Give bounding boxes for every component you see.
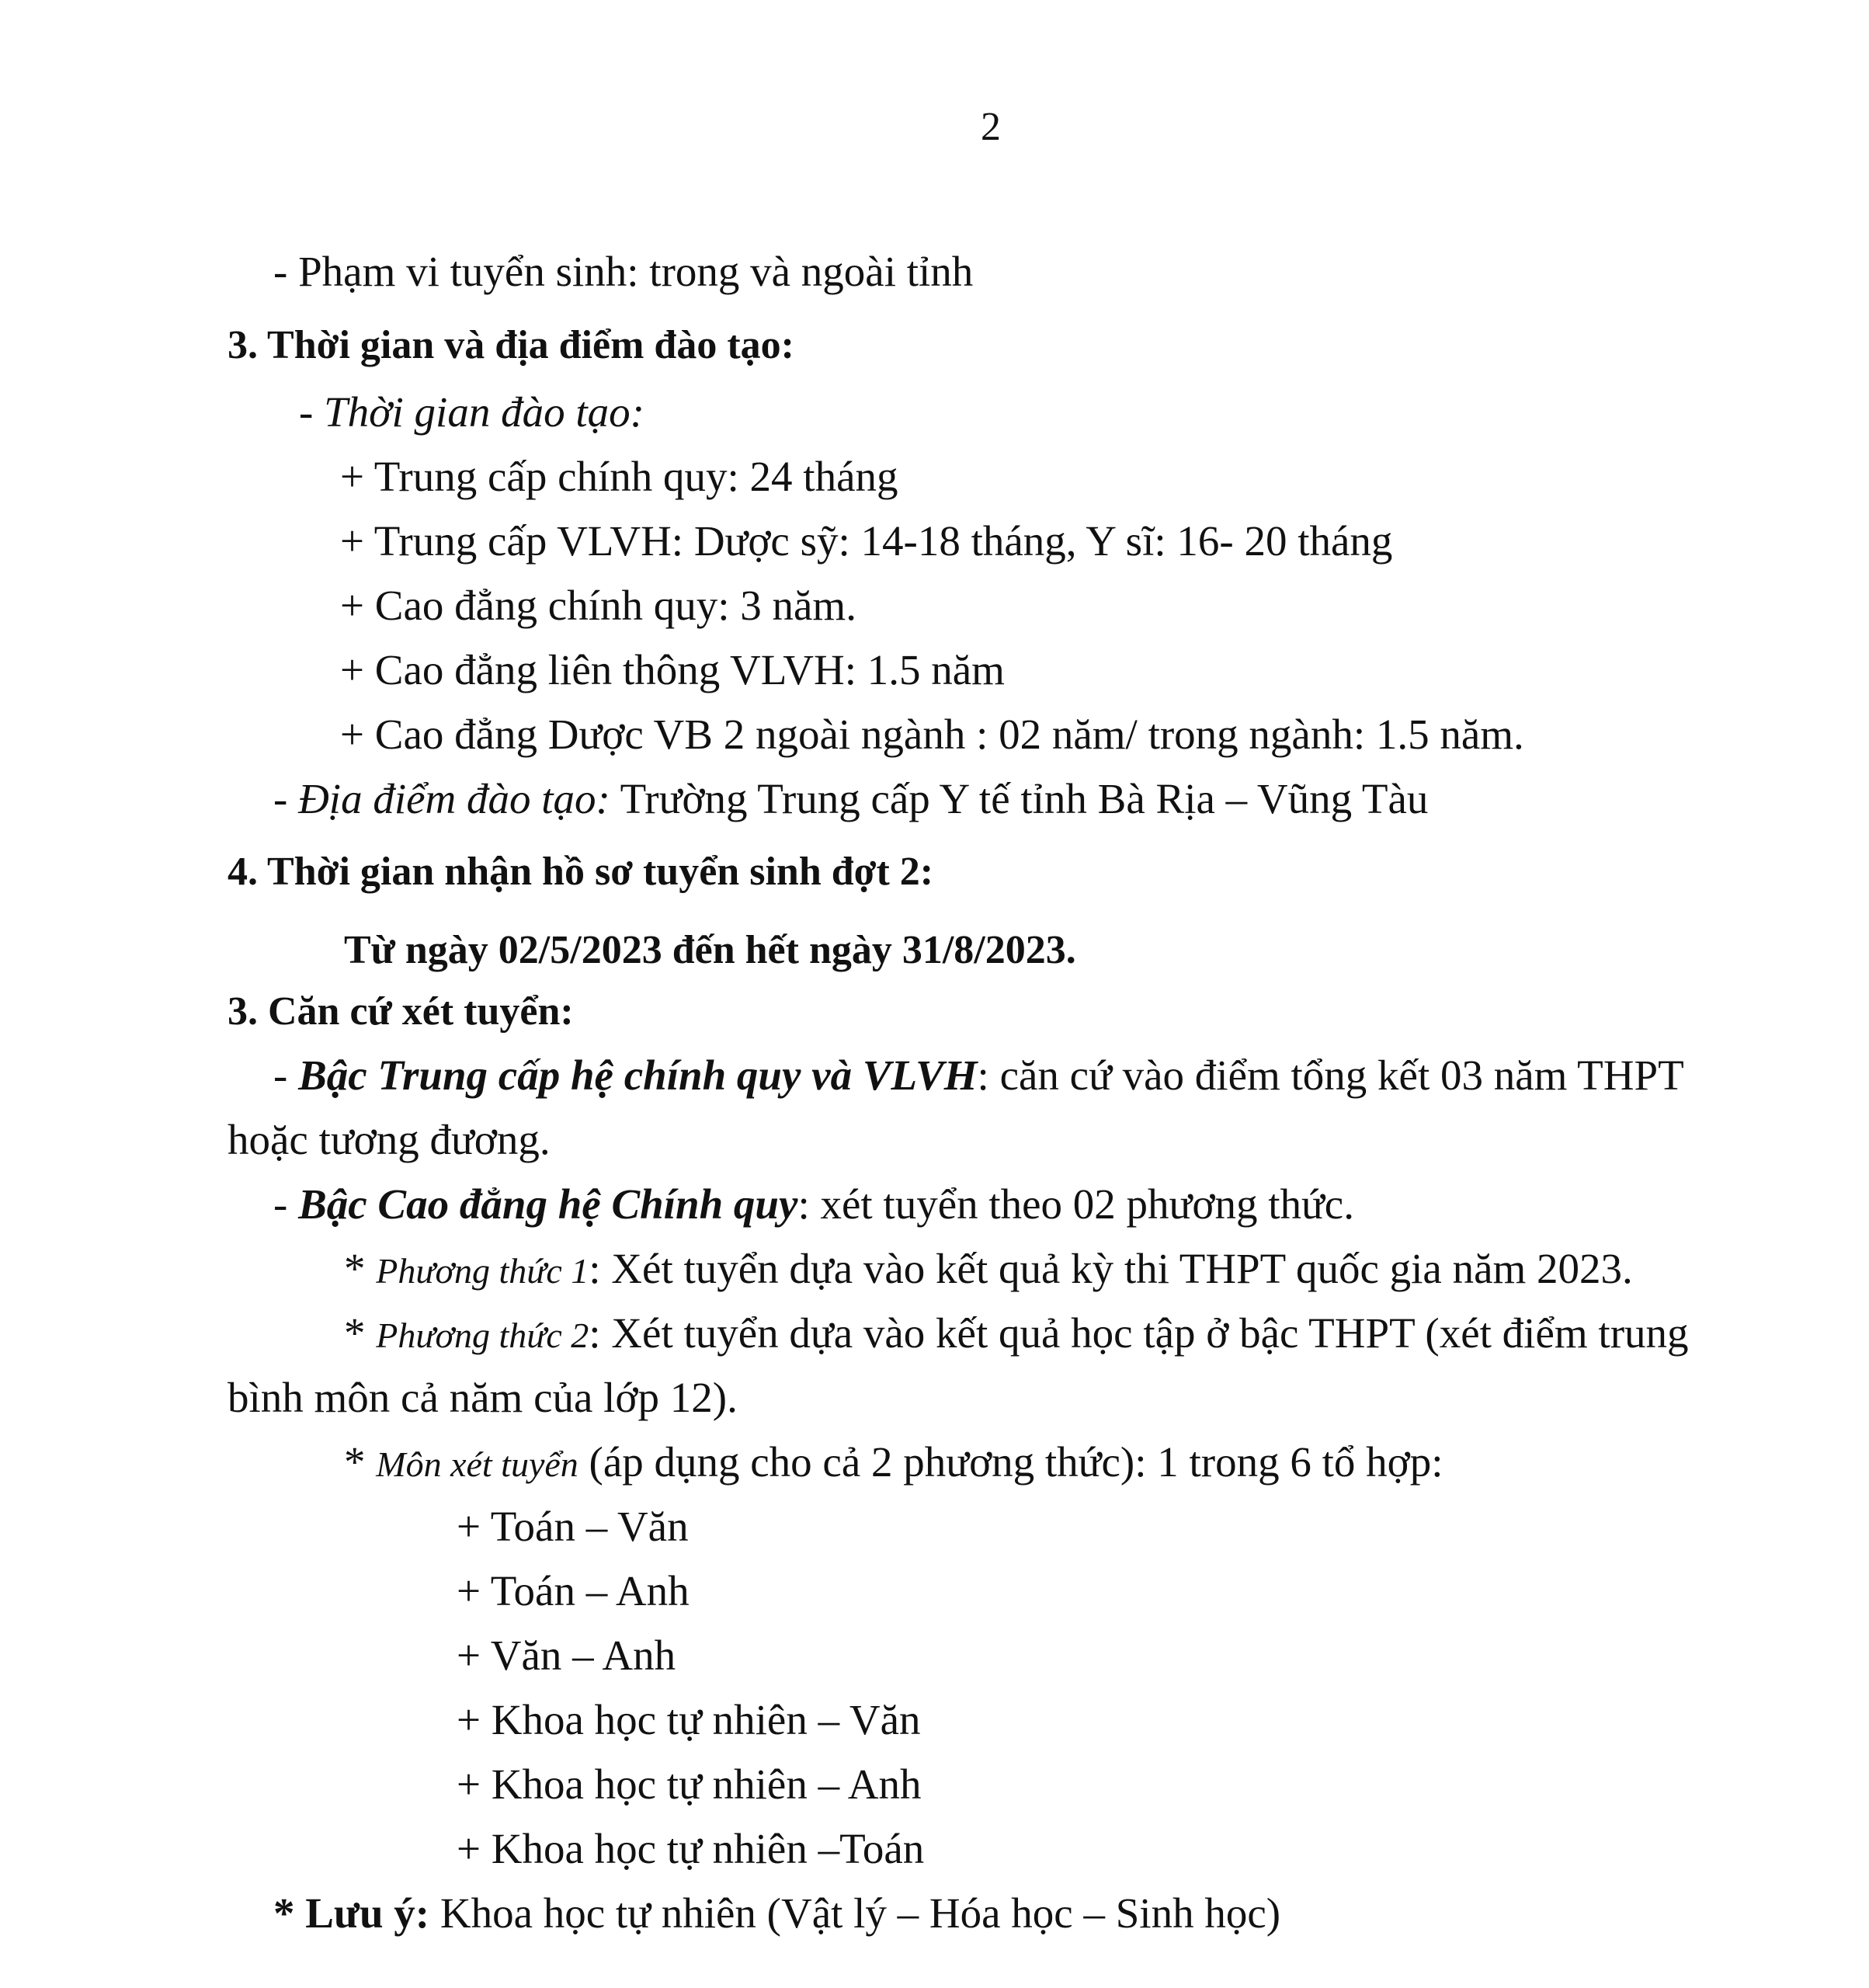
section-3b-heading: 3. Căn cứ xét tuyển: [228, 989, 574, 1034]
method-1-line: * Phương thức 1: Xét tuyển dựa vào kết quả kỳ thi THPT quốc gia năm 2023. [344, 1245, 1633, 1292]
training-location-line: - Địa điểm đào tạo: Trường Trung cấp Y tế tỉnh Bà Rịa – Vũng Tàu [273, 775, 1429, 822]
training-time-label: - Thời gian đào tạo: [299, 388, 644, 436]
training-item-4: + Cao đẳng liên thông VLVH: 1.5 năm [340, 646, 1005, 693]
section-3-heading: 3. Thời gian và địa điểm đào tạo: [228, 323, 794, 367]
training-item-1: + Trung cấp chính quy: 24 tháng [340, 453, 898, 500]
page-number: 2 [981, 105, 1001, 149]
application-period-line: Từ ngày 02/5/2023 đến hết ngày 31/8/2023. [344, 928, 1076, 972]
subjects-line: * Môn xét tuyển (áp dụng cho cả 2 phương thức): 1 trong 6 tổ hợp: [344, 1438, 1443, 1486]
criteria-line-1-cont: hoặc tương đương. [228, 1116, 551, 1163]
combination-6: + Khoa học tự nhiên –Toán [457, 1825, 925, 1872]
training-item-3: + Cao đẳng chính quy: 3 năm. [340, 582, 856, 629]
combination-3: + Văn – Anh [457, 1632, 676, 1679]
training-item-5: + Cao đẳng Dược VB 2 ngoài ngành : 02 năm/ trong ngành: 1.5 năm. [340, 711, 1524, 758]
method-2-line: * Phương thức 2: Xét tuyển dựa vào kết quả học tập ở bậc THPT (xét điểm trung [344, 1309, 1689, 1357]
method-2-line-cont: bình môn cả năm của lớp 12). [228, 1374, 738, 1421]
combination-2: + Toán – Anh [457, 1567, 690, 1614]
criteria-line-2: - Bậc Cao đẳng hệ Chính quy: xét tuyển theo 02 phương thức. [273, 1180, 1354, 1228]
criteria-line-1: - Bậc Trung cấp hệ chính quy và VLVH: căn cứ vào điểm tổng kết 03 năm THPT [273, 1051, 1684, 1099]
note-line: * Lưu ý: Khoa học tự nhiên (Vật lý – Hóa học – Sinh học) [273, 1889, 1281, 1937]
combination-5: + Khoa học tự nhiên – Anh [457, 1760, 922, 1808]
section-4-heading: 4. Thời gian nhận hồ sơ tuyển sinh đợt 2: [228, 850, 934, 894]
training-item-2: + Trung cấp VLVH: Dược sỹ: 14-18 tháng, Y sĩ: 16- 20 tháng [340, 517, 1393, 565]
combination-4: + Khoa học tự nhiên – Văn [457, 1696, 921, 1743]
admission-scope-line: - Phạm vi tuyển sinh: trong và ngoài tỉnh [273, 248, 974, 295]
combination-1: + Toán – Văn [457, 1503, 689, 1550]
